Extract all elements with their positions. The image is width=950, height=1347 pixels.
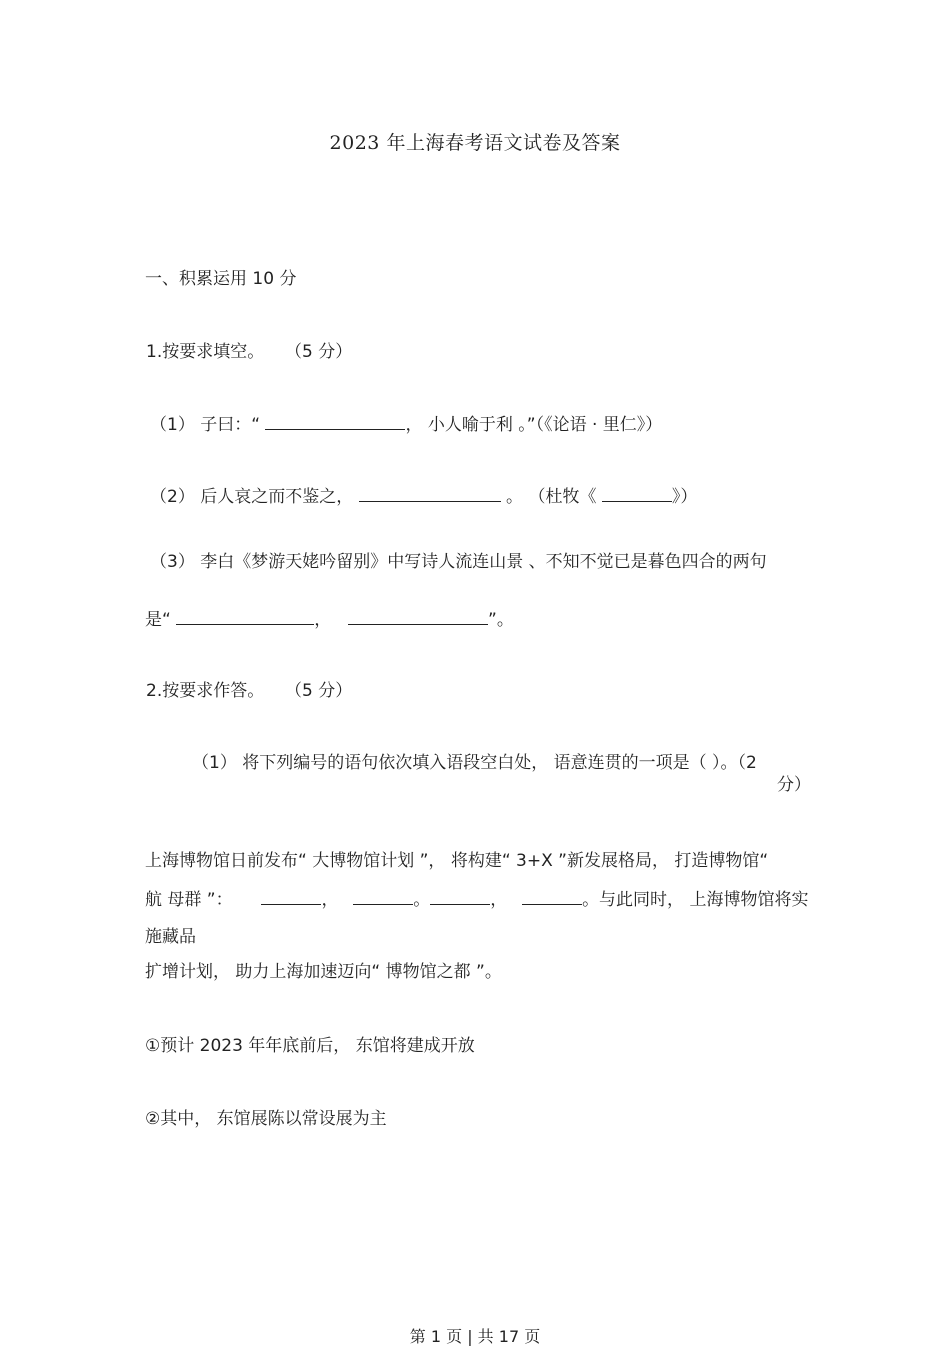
fill-in-blank bbox=[430, 888, 490, 905]
item-text: 李白《梦游天姥吟留别》中写诗人流连山景 、不知不觉已是暮色四合的两句 bbox=[200, 552, 767, 572]
passage-text: 。与此同时， 上海博物馆将实 bbox=[582, 890, 809, 910]
passage-line-3: 施藏品 bbox=[145, 927, 196, 947]
question-1-label: 1.按要求填空。 bbox=[146, 342, 265, 362]
option-2: ②其中， 东馆展陈以常设展为主 bbox=[145, 1109, 387, 1129]
separator: ， bbox=[321, 890, 339, 910]
passage-line-2 bbox=[145, 888, 808, 911]
passage-line-4: 扩增计划， 助力上海加速迈向“ 博物馆之都 ”。 bbox=[145, 962, 502, 982]
question-1-item-2 bbox=[150, 485, 697, 508]
fill-in-blank bbox=[522, 888, 582, 905]
document-title: 2023 年上海春考语文试卷及答案 bbox=[329, 132, 621, 154]
question-1-item-3 bbox=[150, 551, 767, 573]
passage-text: 航 母群 ”： bbox=[145, 890, 233, 910]
item-number: （1） bbox=[150, 415, 195, 435]
fill-in-blank bbox=[265, 413, 405, 430]
section-heading: 一、积累运用 10 分 bbox=[145, 269, 297, 289]
item-number: （3） bbox=[150, 552, 195, 572]
question-1-heading bbox=[146, 341, 352, 363]
fill-in-blank bbox=[602, 485, 672, 502]
item-text-mid: 。 （杜牧《 bbox=[500, 487, 597, 507]
question-1-item-1 bbox=[150, 413, 662, 436]
item-text-after: ， 小人喻于利 。”（《论语 · 里仁》） bbox=[405, 415, 663, 435]
item-cont-before: 是“ bbox=[145, 610, 171, 630]
question-2-sub-1-points-wrap: 分） bbox=[777, 775, 811, 795]
fill-in-blank bbox=[353, 888, 413, 905]
item-number: （1） bbox=[192, 753, 237, 773]
item-text-after: 》） bbox=[671, 487, 698, 507]
item-text: 将下列编号的语句依次填入语段空白处， 语意连贯的一项是（ ）。（2 bbox=[242, 753, 757, 773]
page-footer: 第 1 页 | 共 17 页 bbox=[409, 1327, 541, 1346]
fill-in-blank bbox=[261, 888, 321, 905]
item-cont-sep: ， bbox=[314, 610, 332, 630]
question-2-heading bbox=[146, 680, 352, 702]
question-1-points: （5 分） bbox=[285, 342, 353, 362]
passage-line-1: 上海博物馆日前发布“ 大博物馆计划 ”， 将构建“ 3+X ”新发展格局， 打造博物馆“ bbox=[145, 851, 769, 871]
question-2-sub-1 bbox=[192, 752, 757, 774]
separator: ， bbox=[490, 890, 508, 910]
question-2-label: 2.按要求作答。 bbox=[146, 681, 265, 701]
separator: 。 bbox=[413, 890, 431, 910]
option-1: ①预计 2023 年年底前后， 东馆将建成开放 bbox=[145, 1036, 475, 1056]
fill-in-blank bbox=[348, 608, 488, 625]
item-number: （2） bbox=[150, 487, 195, 507]
fill-in-blank bbox=[176, 608, 314, 625]
item-text-before: 子曰：“ bbox=[200, 415, 261, 435]
question-2-points: （5 分） bbox=[285, 681, 353, 701]
fill-in-blank bbox=[359, 485, 501, 502]
item-text-before: 后人哀之而不鉴之， bbox=[200, 487, 354, 507]
question-1-item-3-continuation bbox=[145, 608, 514, 631]
item-cont-after: ”。 bbox=[488, 610, 514, 630]
